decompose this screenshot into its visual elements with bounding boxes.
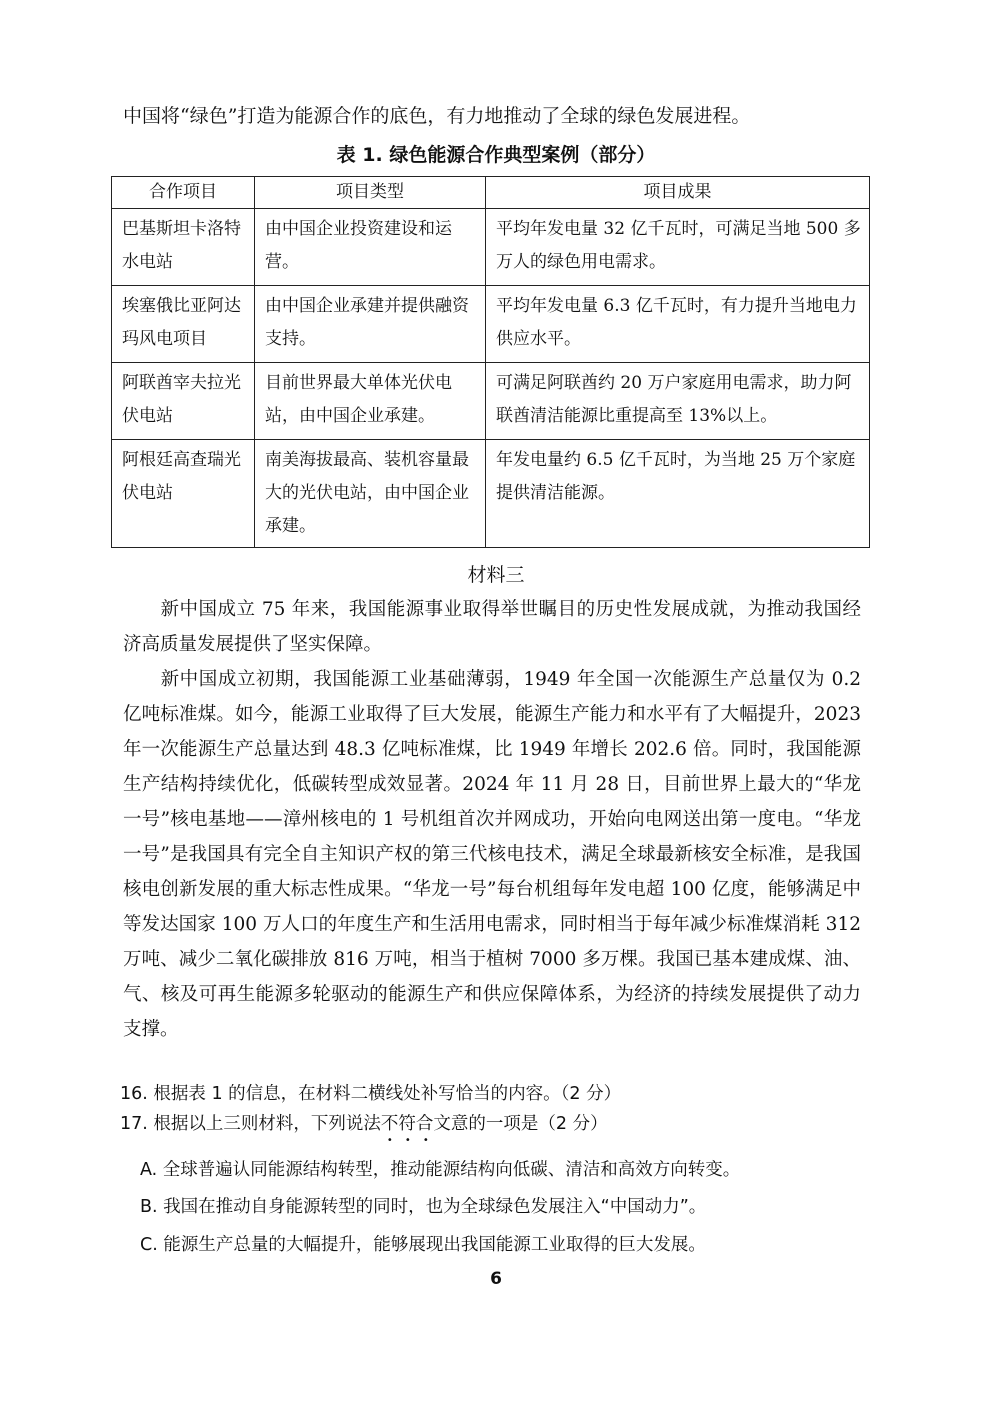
cell-result: 平均年发电量 32 亿千瓦时，可满足当地 500 多万人的绿色用电需求。 [486, 209, 870, 286]
question-17-emphasis [380, 1114, 434, 1146]
cell-project: 埃塞俄比亚阿达玛风电项目 [112, 286, 255, 363]
table-row [112, 363, 870, 440]
cell-type: 由中国企业承建并提供融资支持。 [255, 286, 486, 363]
cell-result: 平均年发电量 6.3 亿千瓦时，有力提升当地电力供应水平。 [486, 286, 870, 363]
emphasis-dot: • [404, 1135, 411, 1146]
table-row [112, 209, 870, 286]
question-17-stem: 17. 根据以上三则材料，下列说法 [120, 1114, 381, 1134]
question-17-tail: 文意的一项是（2 分） [433, 1114, 608, 1134]
table-row [112, 440, 870, 548]
col-header-result: 项目成果 [486, 177, 870, 209]
table-row [112, 286, 870, 363]
material-three-title: 材料三 [467, 564, 525, 586]
cell-type: 由中国企业投资建设和运营。 [255, 209, 486, 286]
table-caption: 表 1. 绿色能源合作典型案例（部分） [336, 144, 656, 166]
question-17 [120, 1110, 608, 1146]
option-b: B. 我国在推动自身能源转型的同时，也为全球绿色发展注入“中国动力”。 [140, 1197, 707, 1217]
material-three-paragraph-1 [123, 592, 861, 662]
intro-sentence: 中国将“绿色”打造为能源合作的底色，有力地推动了全球的绿色发展进程。 [123, 105, 751, 127]
material-three-paragraph-2 [123, 662, 861, 1047]
table-header-row [112, 177, 870, 209]
cell-result: 年发电量约 6.5 亿千瓦时，为当地 25 万个家庭提供清洁能源。 [486, 440, 870, 548]
cell-type: 南美海拔最高、装机容量最大的光伏电站，由中国企业承建。 [255, 440, 486, 548]
paragraph-1-text: 新中国成立 75 年来，我国能源事业取得举世瞩目的历史性发展成就，为推动我国经济高质量发展提供了坚实保障。 [123, 599, 861, 655]
cell-type: 目前世界最大单体光伏电站，由中国企业承建。 [255, 363, 486, 440]
emphasis-dot: • [386, 1135, 393, 1146]
emphasized-text: 不符合 [380, 1114, 434, 1134]
col-header-type: 项目类型 [255, 177, 486, 209]
emphasis-dot: • [422, 1135, 429, 1146]
option-a: A. 全球普遍认同能源结构转型，推动能源结构向低碳、清洁和高效方向转变。 [140, 1160, 741, 1180]
question-16: 16. 根据表 1 的信息，在材料二横线处补写恰当的内容。（2 分） [120, 1084, 622, 1104]
col-header-project: 合作项目 [112, 177, 255, 209]
cell-project: 阿根廷高查瑞光伏电站 [112, 440, 255, 548]
paragraph-2-text: 新中国成立初期，我国能源工业基础薄弱，1949 年全国一次能源生产总量仅为 0.2 亿吨标准煤。如今，能源工业取得了巨大发展，能源生产能力和水平有了大幅提升，2023 年一次能源生产总量达到 48.3 亿吨标准煤，比 1949 年增长 202.6 倍。同时，我国能源生产结构持续优化，低碳转型成效显著。2024 年 11 月 28 日，目前世界上最大的“华龙一号”核电基地——漳州核电的 1 号机组首次并网成功，开始向电网送出第一度电。“华龙一号”是我国具有完全自主知识产权的第三代核电技术，满足全球最新核安全标准，是我国核电创新发展的重大标志性成果。“华龙一号”每台机组每年发电超 100 亿度，能够满足中等发达国家 100 万人口的年度生产和生活用电需求，同时相当于每年减少标准煤消耗 312 万吨、减少二氧化碳排放 816 万吨，相当于植树 7000 多万棵。我国已基本建成煤、油、气、核及可再生能源多轮驱动的能源生产和供应保障体系，为经济的持续发展提供了动力支撑。 [123, 669, 861, 1040]
page-number: 6 [490, 1269, 502, 1289]
cell-result: 可满足阿联酋约 20 万户家庭用电需求，助力阿联酋清洁能源比重提高至 13%以上。 [486, 363, 870, 440]
cell-project: 巴基斯坦卡洛特水电站 [112, 209, 255, 286]
cell-project: 阿联酋宰夫拉光伏电站 [112, 363, 255, 440]
green-energy-cases-table [111, 176, 870, 548]
option-c: C. 能源生产总量的大幅提升，能够展现出我国能源工业取得的巨大发展。 [140, 1235, 706, 1255]
